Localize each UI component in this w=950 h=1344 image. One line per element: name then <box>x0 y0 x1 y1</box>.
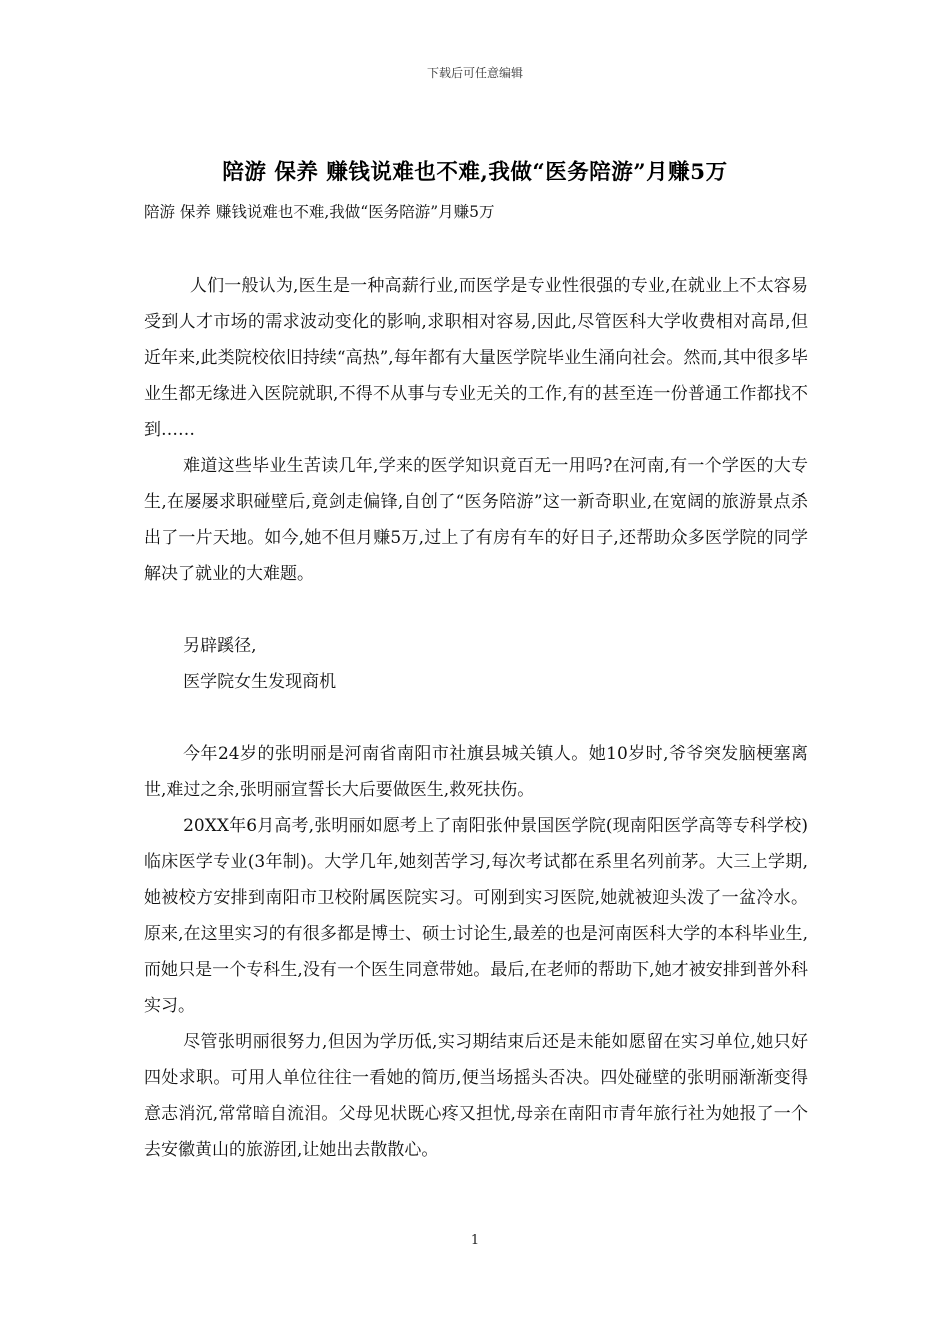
article-title: 陪游 保养 赚钱说难也不难,我做“医务陪游”月赚5万 <box>222 160 728 185</box>
article-subtitle: 陪游 保养 赚钱说难也不难,我做“医务陪游”月赚5万 <box>144 203 495 221</box>
section-heading-line-1: 另辟蹊径, <box>183 636 257 656</box>
article-body <box>144 268 808 1168</box>
paragraph-job-search: 尽管张明丽很努力,但因为学历低,实习期结束后还是未能如愿留在实习单位,她只好四处求职。可用人单位往往一看她的简历,便当场摇头否决。四处碰壁的张明丽渐渐变得意志消沉,常常暗自流泪。父母见状既心疼又担忧,母亲在南阳市青年旅行社为她报了一个去安徽黄山的旅游团,让她出去散散心。 <box>144 1032 808 1160</box>
paragraph-college: 20XX年6月高考,张明丽如愿考上了南阳张仲景国医学院(现南阳医学高等专科学校)临床医学专业(3年制)。大学几年,她刻苦学习,每次考试都在系里名列前茅。大三上学期,她被校方安排到南阳市卫校附属医院实习。可刚到实习医院,她就被迎头泼了一盆冷水。原来,在这里实习的有很多都是博士、硕士讨论生,最差的也是河南医科大学的本科毕业生,而她只是一个专科生,没有一个医生同意带她。最后,在老师的帮助下,她才被安排到普外科实习。 <box>144 816 808 1016</box>
paragraph-question: 难道这些毕业生苦读几年,学来的医学知识竟百无一用吗?在河南,有一个学医的大专生,在屡屡求职碰壁后,竟剑走偏锋,自创了“医务陪游”这一新奇职业,在宽阔的旅游景点杀出了一片天地。如今,她不但月赚5万,过上了有房有车的好日子,还帮助众多医学院的同学解决了就业的大难题。 <box>144 456 808 584</box>
section-heading-line-2: 医学院女生发现商机 <box>183 672 337 692</box>
spacer <box>144 700 808 736</box>
page-number: 1 <box>470 1233 480 1248</box>
paragraph-intro: 人们一般认为,医生是一种高薪行业,而医学是专业性很强的专业,在就业上不太容易受到人才市场的需求波动变化的影响,求职相对容易,因此,尽管医科大学收费相对高昂,但近年来,此类院校依旧持续“高热”,每年都有大量医学院毕业生涌向社会。然而,其中很多毕业生都无缘进入医院就职,不得不从事与专业无关的工作,有的甚至连一份普通工作都找不到…… <box>144 276 808 440</box>
spacer <box>144 592 808 628</box>
paragraph-background: 今年24岁的张明丽是河南省南阳市社旗县城关镇人。她10岁时,爷爷突发脑梗塞离世,难过之余,张明丽宣誓长大后要做医生,救死扶伤。 <box>144 744 808 800</box>
header-note: 下载后可任意编辑 <box>426 66 523 80</box>
